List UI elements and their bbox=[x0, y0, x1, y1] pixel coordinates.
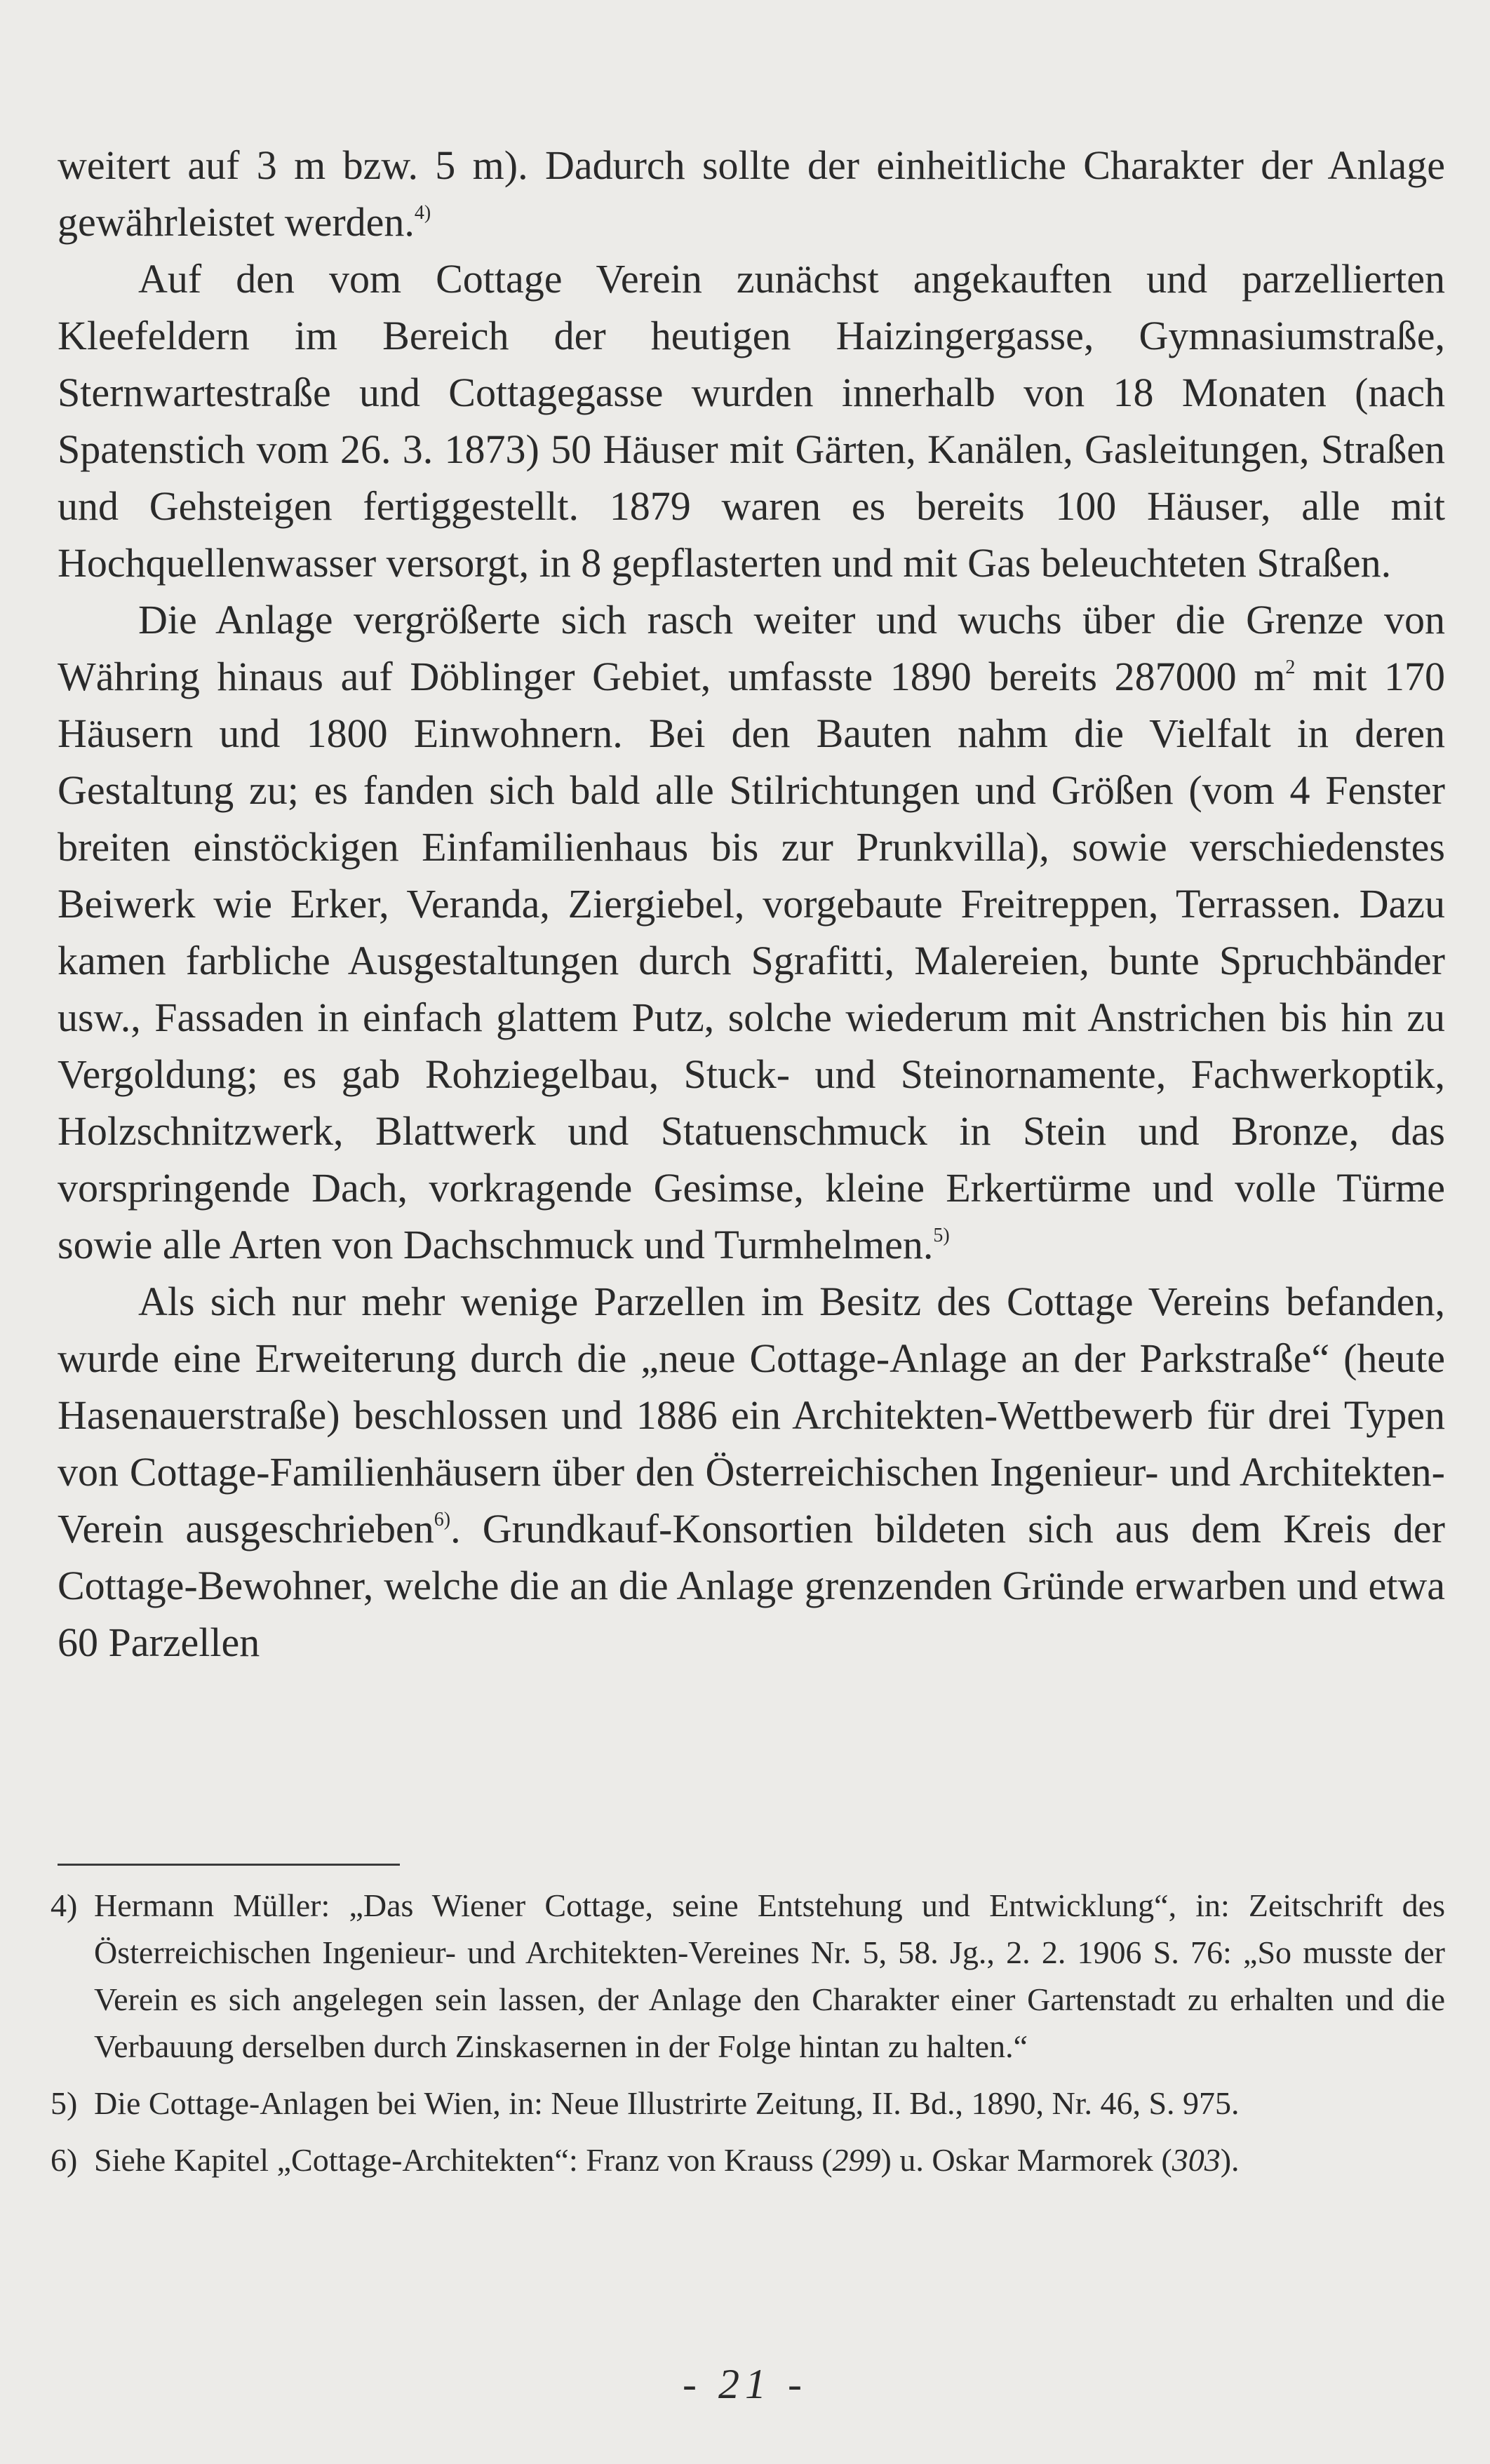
footnote-6 bbox=[51, 2136, 1445, 2183]
footnote-text-a: Siehe Kapitel „Cottage-Architekten“: Franz von Krauss ( bbox=[94, 2142, 833, 2178]
footnote-text-b: ) u. Oskar Marmorek ( bbox=[880, 2142, 1172, 2178]
paragraph-3-text-b: mit 170 Häusern und 1800 Einwohnern. Bei den Bauten nahm die Vielfalt in deren Gestaltung zu; es fanden sich bald alle Stilrichtungen und Größen (vom 4 Fenster breiten einstöckigen Einfamilienhaus bis zur Prunkvilla), sowie verschiedenstes Beiwerk wie Erker, Veranda, Ziergiebel, vorgebaute Freitreppen, Terrassen. Dazu kamen farbliche Ausgestaltungen durch Sgrafitti, Malereien, bunte Spruchbänder usw., Fassaden in einfach glattem Putz, solche wiederum mit Anstrichen bis hin zu Vergoldung; es gab Rohziegelbau, Stuck- und Steinornamente, Fachwerkoptik, Holzschnitzwerk, Blattwerk und Statuenschmuck in Stein und Bronze, das vorspringende Dach, vorkragende Gesimse, kleine Erkertürme und volle Türme sowie alle Arten von Dachschmuck und Turmhelmen. bbox=[58, 654, 1446, 1267]
paragraph-2: Auf den vom Cottage Verein zunächst angekauften und parzellierten Kleefeldern im Bereich der heutigen Haizingergasse, Gymnasiumstraße, Sternwartestraße und Cottagegasse wurden innerhalb von 18 Monaten (nach Spatenstich vom 26. 3. 1873) 50 Häuser mit Gärten, Kanälen, Gasleitungen, Straßen und Gehsteigen fertiggestellt. 1879 waren es bereits 100 Häuser, alle mit Hochquellenwasser versorgt, in 8 gepflasterten und mit Gas beleuchteten Straßen. bbox=[58, 256, 1445, 586]
paragraph-1-text: weitert auf 3 m bzw. 5 m). Dadurch sollte der einheitliche Charakter der Anlage gewährleistet werden. bbox=[58, 142, 1445, 245]
footnotes bbox=[51, 1882, 1445, 2193]
footnote-separator bbox=[58, 1864, 400, 1866]
paragraph-3-text-a: Die Anlage vergrößerte sich rasch weiter und wuchs über die Grenze von Währing hinaus auf Döblinger Gebiet, umfasste 1890 bereits 287000 m bbox=[58, 597, 1445, 699]
paragraph-4 bbox=[58, 1273, 1445, 1671]
page-number: - 21 - bbox=[683, 2361, 807, 2407]
paragraph-3 bbox=[58, 591, 1445, 1273]
footnote-text: Hermann Müller: „Das Wiener Cottage, seine Entstehung und Entwicklung“, in: Zeitschrift des Österreichischen Ingenieur- und Architekten-Vereines Nr. 5, 58. Jg., 2. 2. 1906 S. 76: „So musste der Verein es sich angelegen sein lassen, der Anlage den Charakter einer Gartenstadt zu erhalten und die Verbauung derselben durch Zinskasernen in der Folge hintan zu halten.“ bbox=[94, 1887, 1445, 2064]
footnote-text: Die Cottage-Anlagen bei Wien, in: Neue Illustrirte Zeitung, II. Bd., 1890, Nr. 46, S. 975. bbox=[94, 2085, 1240, 2121]
paragraph-4-text-a: Als sich nur mehr wenige Parzellen im Besitz des Cottage Vereins befanden, wurde eine Erweiterung durch die „neue Cottage-Anlage an der Parkstraße“ (heute Hasenauerstraße) beschlossen und 1886 ein Architekten-Wettbewerb für drei Typen von Cottage-Familienhäusern über den Österreichischen Ingenieur- und Architekten-Verein ausgeschrieben bbox=[58, 1279, 1445, 1551]
footnote-5 bbox=[51, 2080, 1445, 2127]
page-reference: 303 bbox=[1172, 2142, 1221, 2178]
footnote-number: 5) bbox=[51, 2085, 78, 2121]
footnote-ref-5[interactable]: 5) bbox=[933, 1224, 950, 1246]
superscript-squared: 2 bbox=[1285, 656, 1296, 678]
footnote-text-c: ). bbox=[1220, 2142, 1240, 2178]
body-text bbox=[58, 137, 1445, 1671]
paragraph-4-text-b: . Grundkauf-Konsortien bildeten sich aus dem Kreis der Cottage-Bewohner, welche die an die Anlage grenzenden Gründe erwarben und etwa 60 Parzellen bbox=[58, 1506, 1445, 1665]
footnote-4 bbox=[51, 1882, 1445, 2070]
footnote-number: 4) bbox=[51, 1887, 78, 1923]
footnote-number: 6) bbox=[51, 2142, 78, 2178]
footnote-ref-4[interactable]: 4) bbox=[414, 201, 431, 224]
paragraph-1 bbox=[58, 137, 1445, 250]
footnote-ref-6[interactable]: 6) bbox=[434, 1508, 451, 1530]
page-reference: 299 bbox=[832, 2142, 881, 2178]
